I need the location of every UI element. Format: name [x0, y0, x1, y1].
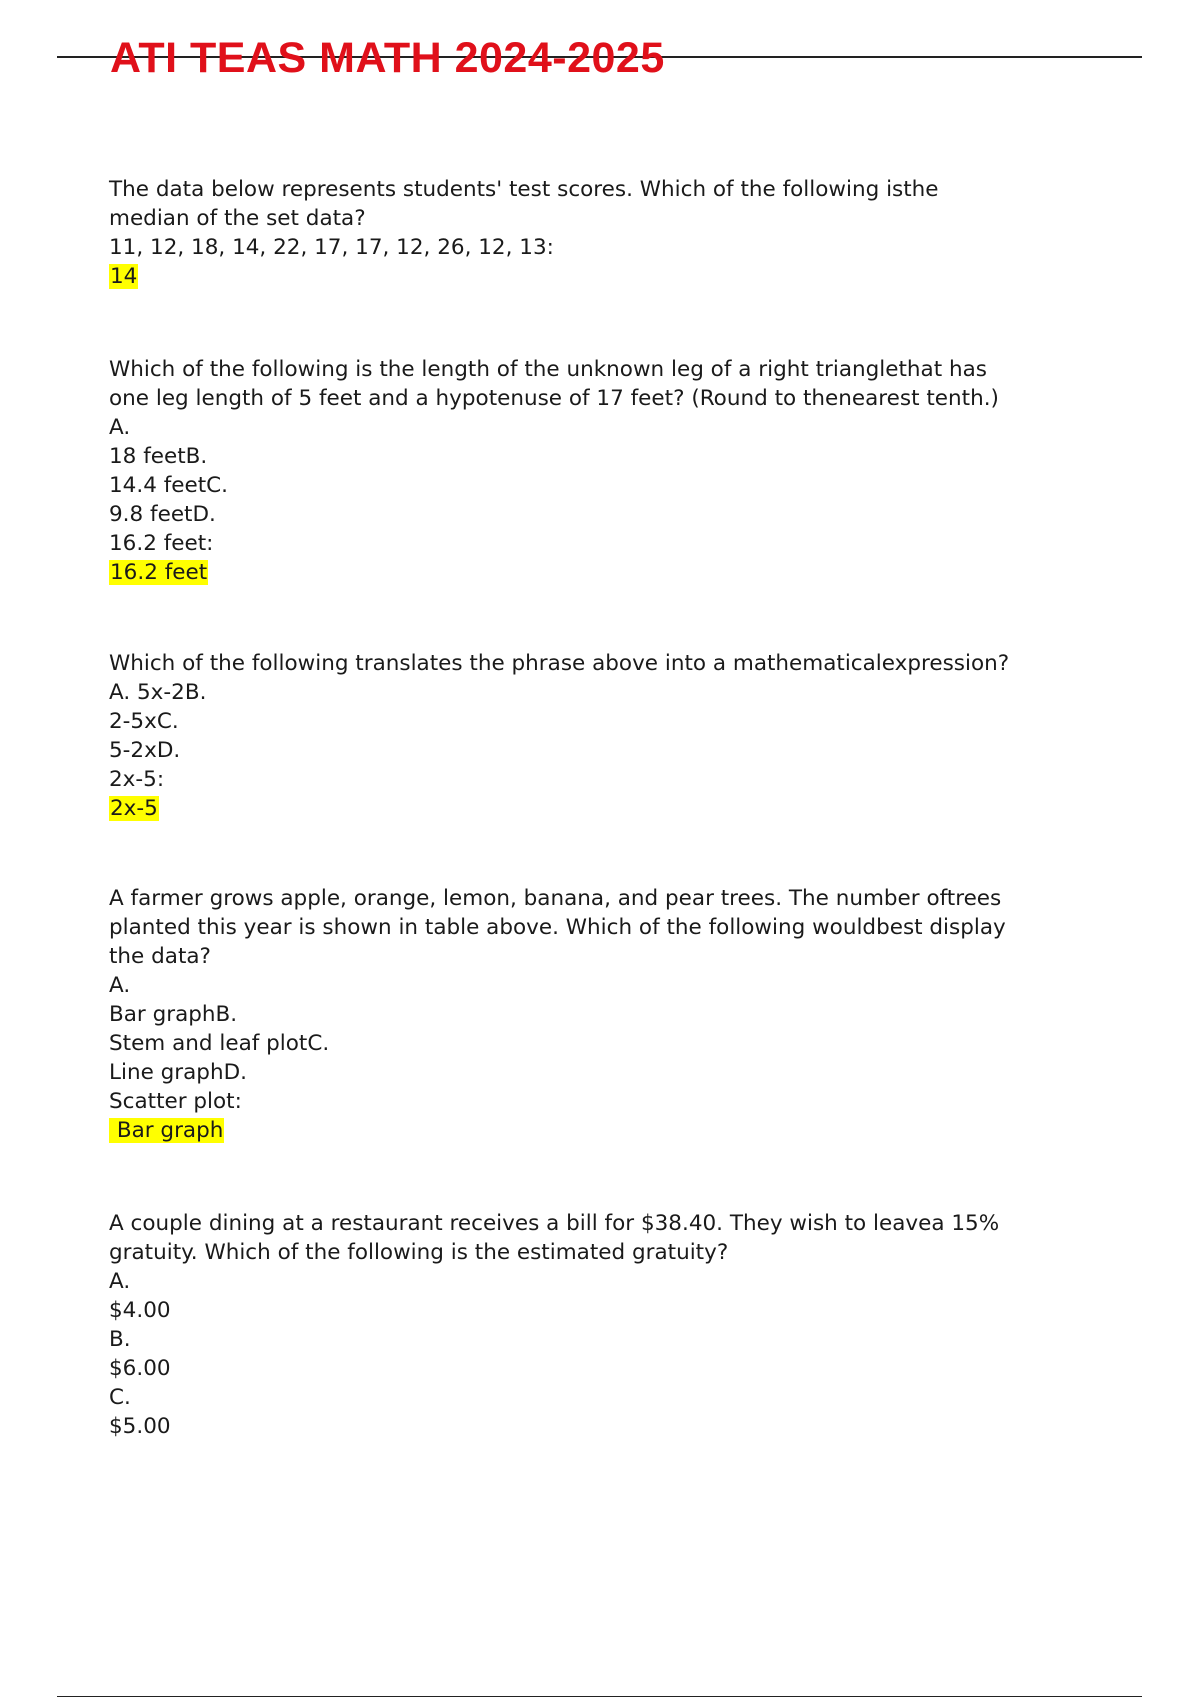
question-block — [109, 175, 1129, 291]
question-block — [109, 1209, 1129, 1441]
question-line: Which of the following is the length of the unknown leg of a right trianglethat has — [109, 357, 987, 382]
question-line: A couple dining at a restaurant receives a bill for $38.40. They wish to leavea 15% — [109, 1211, 1000, 1236]
question-line: A. — [109, 415, 131, 440]
question-line: $6.00 — [109, 1356, 171, 1381]
question-line: 14.4 feetC. — [109, 473, 229, 498]
highlighted-answer: 14 — [110, 264, 138, 289]
question-line: 2x-5: — [109, 767, 165, 792]
question-line: 11, 12, 18, 14, 22, 17, 17, 12, 26, 12, 13: — [109, 235, 554, 260]
question-block — [109, 884, 1129, 1145]
question-line: median of the set data? — [109, 206, 366, 231]
question-line: A. — [109, 973, 131, 998]
question-block — [109, 649, 1129, 823]
document-title: ATI TEAS MATH 2024-2025 — [110, 34, 665, 82]
highlighted-answer: 2x-5 — [110, 796, 158, 821]
question-line: A farmer grows apple, orange, lemon, banana, and pear trees. The number oftrees — [109, 886, 1002, 911]
question-line: $4.00 — [109, 1298, 171, 1323]
question-line: 18 feetB. — [109, 444, 208, 469]
highlighted-answer: 16.2 feet — [110, 560, 208, 585]
question-line: 5-2xD. — [109, 738, 181, 763]
question-line: 2-5xC. — [109, 709, 179, 734]
question-line: 16.2 feet: — [109, 531, 214, 556]
question-line: Bar graphB. — [109, 1002, 238, 1027]
question-block — [109, 355, 1129, 587]
question-line: B. — [109, 1327, 131, 1352]
question-line: one leg length of 5 feet and a hypotenuse of 17 feet? (Round to thenearest tenth.) — [109, 386, 999, 411]
question-line: 9.8 feetD. — [109, 502, 216, 527]
question-line: the data? — [109, 944, 211, 969]
question-line: C. — [109, 1385, 131, 1410]
question-line: $5.00 — [109, 1414, 171, 1439]
question-line: A. — [109, 1269, 131, 1294]
question-line: gratuity. Which of the following is the estimated gratuity? — [109, 1240, 729, 1265]
question-line: Scatter plot: — [109, 1089, 242, 1114]
question-line: Which of the following translates the phrase above into a mathematicalexpression? — [109, 651, 1010, 676]
highlighted-answer: Bar graph — [110, 1118, 224, 1143]
question-line: Line graphD. — [109, 1060, 247, 1085]
question-line: Stem and leaf plotC. — [109, 1031, 330, 1056]
question-line: A. 5x-2B. — [109, 680, 207, 705]
footer-rule — [57, 1696, 1142, 1697]
question-line: The data below represents students' test scores. Which of the following isthe — [109, 177, 939, 202]
question-line: planted this year is shown in table above. Which of the following wouldbest display — [109, 915, 1006, 940]
